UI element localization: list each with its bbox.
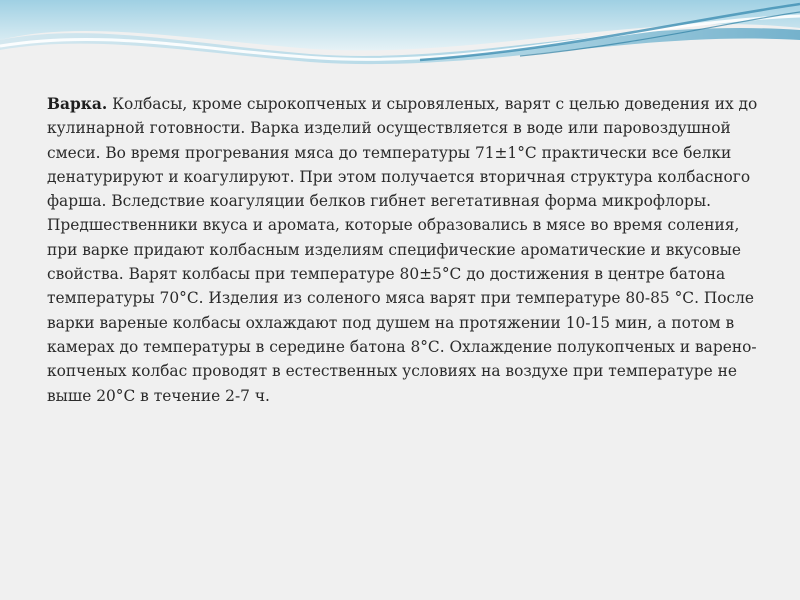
- paragraph-lead-word: Варка.: [47, 95, 108, 113]
- paragraph-text: Колбасы, кроме сырокопченых и сыровяленых, варят с целью доведения их до кулинарной готовности. Варка изделий осуществляется в воде или паровоздушной смеси. Во время прогревания мяса до температуры 71±1°С практически все белки денатурируют и коагулируют. При этом получается вторичная структура колбасного фарша. Вследствие коагуляции белков гибнет вегетативная форма микрофлоры. Предшественники вкуса и аромата, которые образовались в мясе во время соления, при варке придают колбасным изделиям специфические ароматические и вкусовые свойства. Варят колбасы при температуре 80±5°С до достижения в центре батона температуры 70°С. Изделия из соленого мяса варят при температуре 80-85 °С. После варки вареные колбасы охлаждают под душем на протяжении 10-15 мин, а потом в камерах до температуры в середине батона 8°С. Охлаждение полукопченых и варено-копченых колбас проводят в естественных условиях на воздухе при температуре не выше 20°С в течение 2-7 ч.: [47, 95, 758, 405]
- wave-header-decoration: [0, 0, 800, 80]
- body-paragraph: [47, 92, 759, 408]
